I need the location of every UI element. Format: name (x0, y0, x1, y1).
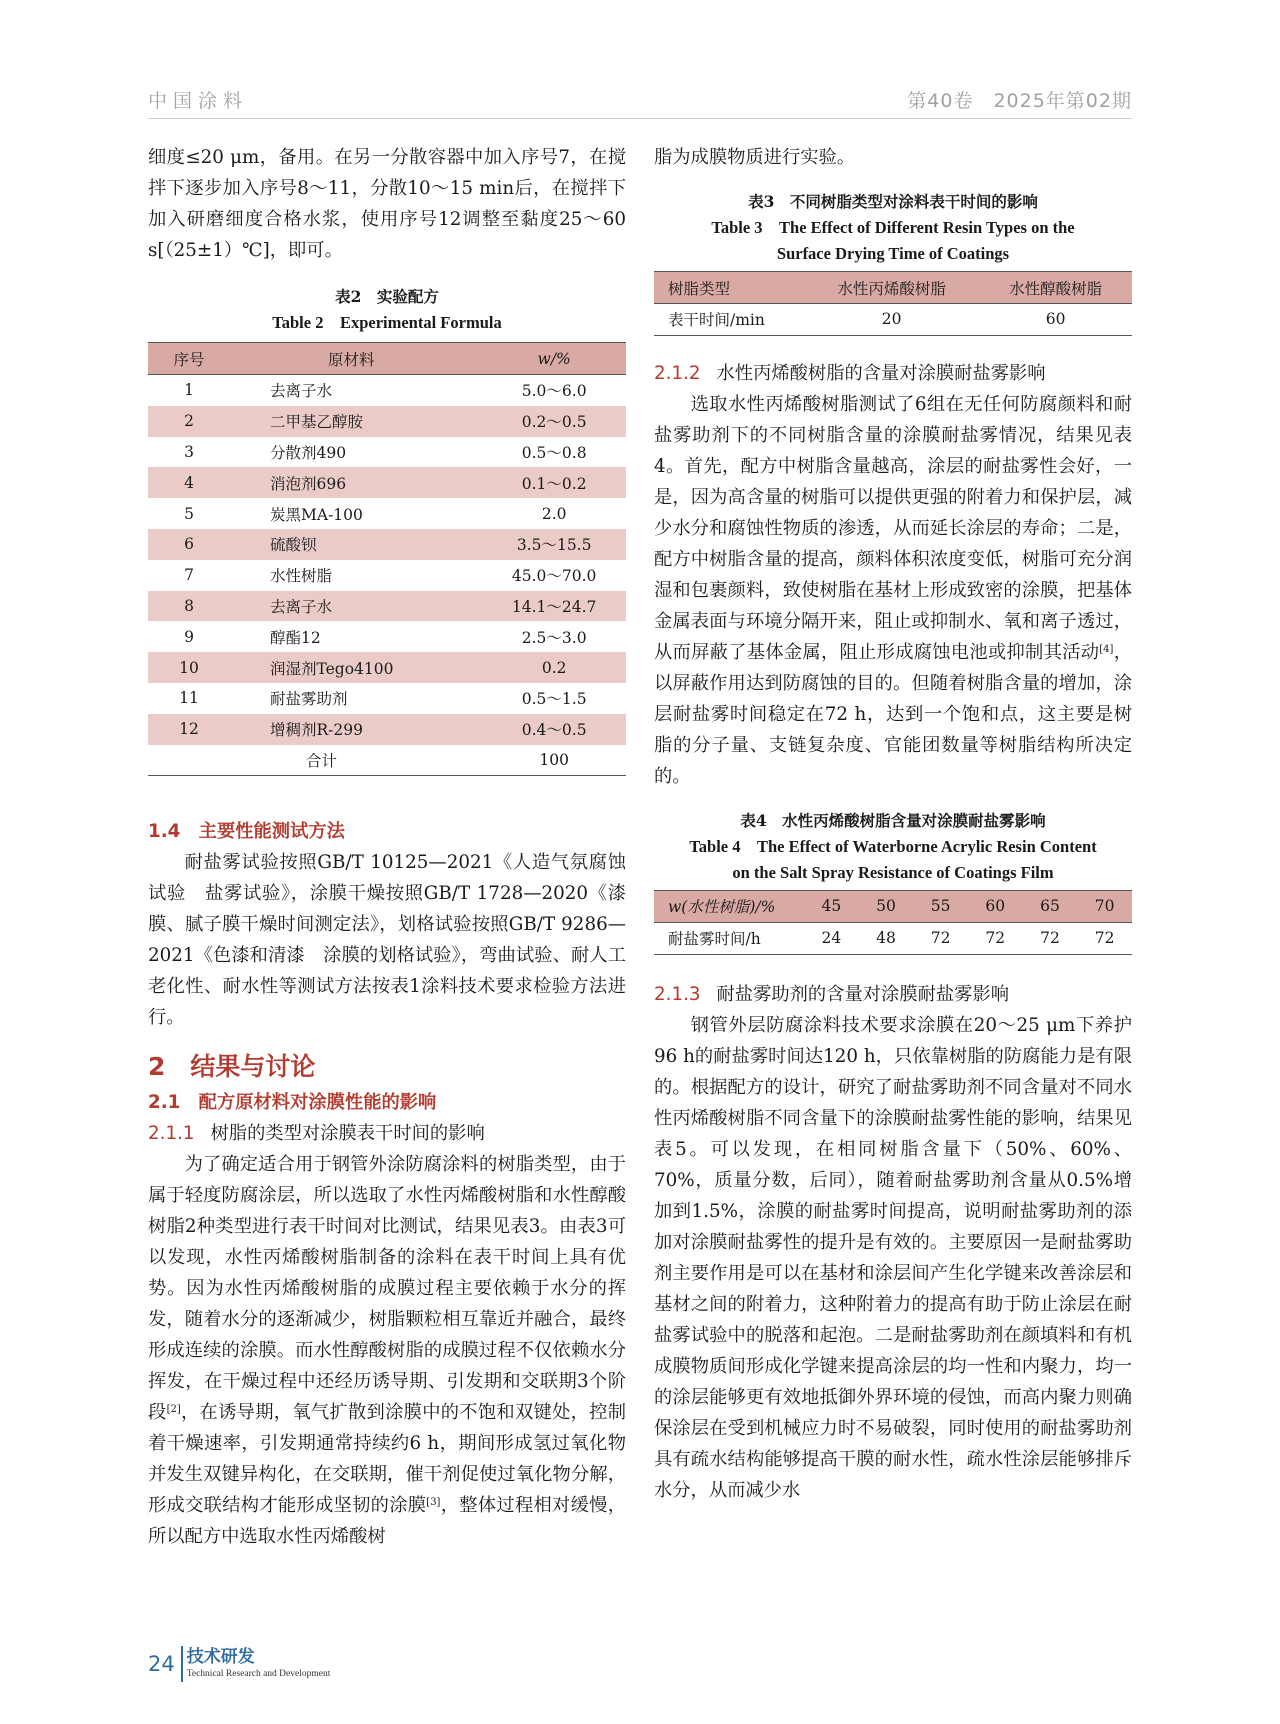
row-label: 表干时间/min (654, 304, 804, 336)
table-row (148, 621, 626, 652)
section-2-1-1-title: 树脂的类型对涂膜表干时间的影响 (210, 1123, 485, 1145)
intro-paragraph: 细度≤20 μm，备用。在另一分散容器中加入序号7，在搅拌下逐步加入序号8～11，分散10～15 min后，在搅拌下加入研磨细度合格水浆，使用序号12调整至黏度25～60 s[（25±1）℃]，即可。 (148, 147, 626, 261)
page-footer (148, 1644, 330, 1684)
table-row (148, 652, 626, 683)
table4-caption-en-2: on the Salt Spray Resistance of Coatings Film (732, 862, 1054, 882)
row-value: 72 (913, 922, 968, 954)
row-w: 0.5～1.5 (521, 690, 587, 709)
section-2-title: 2 结果与讨论 (148, 1052, 316, 1082)
row-value: 48 (859, 922, 914, 954)
table-row (148, 529, 626, 560)
paragraph-text: 为了确定适合用于钢管外涂防腐涂料的树脂类型，由于属于轻度防腐涂层，所以选取了水性丙烯酸树脂和水性醇酸树脂2种类型进行表干时间对比测试，结果见表3。由表3可以发现，水性丙烯酸树脂制备的涂料在表干时间上具有优势。因为水性丙烯酸树脂的成膜过程主要依赖于水分的挥发，随着水分的逐渐减少，树脂颗粒相互靠近并融合，最终形成连续的涂膜。而水性醇酸树脂的成膜过程不仅依赖水分挥发，在干燥过程中还经历诱导期、引发期和交联期3个阶段 (148, 1154, 626, 1424)
table-row (148, 498, 626, 529)
table-row (148, 375, 626, 406)
footer-section (187, 1647, 331, 1681)
row-material: 去离子水 (270, 382, 333, 401)
row-no: 1 (184, 381, 194, 400)
table4-header: 65 (1023, 890, 1078, 922)
table-row (654, 304, 1132, 336)
table3-header: 水性醇酸树脂 (979, 272, 1132, 304)
row-w: 0.2 (482, 652, 626, 683)
row-material: 消泡剂696 (230, 467, 482, 498)
table-row (148, 591, 626, 622)
total-value: 100 (482, 745, 626, 776)
issue-info: 第40卷 2025年第02期 (907, 90, 1132, 112)
table-row (148, 683, 626, 714)
citation-4: [4] (1099, 643, 1114, 655)
table4-header: 50 (859, 890, 914, 922)
table-total-row (148, 745, 626, 776)
table-row (148, 406, 626, 437)
table4-header-label: w(水性树脂)/% (654, 890, 804, 922)
row-w: 0.4～0.5 (482, 714, 626, 745)
paragraph-text: ，整体过程相对缓慢，所以配方中选取水性丙烯酸树 (148, 1495, 626, 1548)
header-rule (148, 118, 1132, 119)
total-label: 合计 (230, 745, 482, 776)
section-number: 2.1.1 (148, 1123, 195, 1145)
table-row (148, 437, 626, 468)
row-w: 0.2～0.5 (482, 406, 626, 437)
table4-caption-cn: 表4 水性丙烯酸树脂含量对涂膜耐盐雾影响 (740, 810, 1046, 830)
section-1-4-paragraph: 耐盐雾试验按照GB/T 10125—2021《人造气氛腐蚀试验 盐雾试验》，涂膜干燥按照GB/T 1728—2020《漆膜、腻子膜干燥时间测定法》，划格试验按照GB/T 9286—2021《色漆和清漆 涂膜的划格试验》，弯曲试验、耐人工老化性、耐水性等测试方法按表1涂料技术要求检验方法进行。 (148, 852, 626, 1029)
row-no: 5 (184, 504, 194, 523)
row-w: 0.5～0.8 (521, 443, 587, 462)
table4-header: 60 (968, 890, 1023, 922)
table4-header: 45 (804, 890, 859, 922)
paragraph-text: ，在诱导期，氧气扩散到涂膜中的不饱和双键处，控制着干燥速率，引发期通常持续约6 h，期间形成氢过氧化物并发生双键异构化，在交联期，催干剂促使过氧化物分解，形成交联结构才能形成坚韧的涂膜 (148, 1402, 627, 1517)
row-value: 72 (1023, 922, 1078, 954)
table4-resin-content (654, 890, 1132, 955)
row-w: 2.5～3.0 (521, 628, 587, 647)
citation-3: [3] (426, 1497, 441, 1509)
section-2-1-1-heading (148, 1118, 626, 1149)
row-no: 12 (148, 714, 230, 745)
row-material: 耐盐雾助剂 (270, 690, 348, 709)
table4-caption-en: Table 4 The Effect of Waterborne Acrylic Resin Content (689, 836, 1097, 856)
row-no: 4 (148, 467, 230, 498)
left-column (148, 142, 626, 1552)
row-no: 10 (148, 652, 230, 683)
row-no: 7 (184, 566, 194, 585)
citation-2: [2] (166, 1404, 181, 1416)
section-2-1-3-title: 耐盐雾助剂的含量对涂膜耐盐雾影响 (716, 983, 1010, 1005)
footer-section-cn: 技术研发 (186, 1647, 255, 1667)
footer-divider (181, 1646, 183, 1682)
table2-header-material: 原材料 (230, 343, 482, 375)
section-2-1-1-paragraph (148, 1149, 626, 1552)
row-material: 增稠剂R-299 (230, 714, 482, 745)
section-number: 2.1.2 (654, 362, 701, 384)
row-material: 二甲基乙醇胺 (230, 406, 482, 437)
section-2-1-title: 2.1 配方原材料对涂膜性能的影响 (148, 1092, 437, 1114)
section-2-1-2-title: 水性丙烯酸树脂的含量对涂膜耐盐雾影响 (716, 362, 1046, 384)
section-number: 2.1.3 (654, 983, 701, 1005)
row-material: 去离子水 (230, 591, 482, 622)
row-no: 11 (179, 689, 199, 708)
table2-caption-cn: 表2 实验配方 (335, 287, 439, 306)
row-w: 14.1～24.7 (482, 591, 626, 622)
row-material: 炭黑MA-100 (270, 505, 363, 524)
row-w: 5.0～6.0 (521, 382, 587, 401)
row-value: 20 (804, 304, 979, 336)
section-2-1-3-heading (654, 979, 1132, 1010)
table3-caption-cn: 表3 不同树脂类型对涂料表干时间的影响 (748, 192, 1038, 211)
table2-formula (148, 342, 626, 776)
table-row (148, 560, 626, 591)
section-2-1-2-heading (654, 358, 1132, 389)
table2-header-no: 序号 (148, 343, 230, 375)
row-w: 45.0～70.0 (511, 567, 597, 586)
table3-caption-en-2: Surface Drying Time of Coatings (776, 244, 1010, 263)
section-1-4-title: 1.4 主要性能测试方法 (148, 821, 345, 843)
right-column (654, 142, 1132, 1506)
table2-caption-en: Table 2 Experimental Formula (272, 313, 502, 332)
paragraph-text: ，以屏蔽作用达到防腐蚀的目的。但随着树脂含量的增加，涂层耐盐雾时间稳定在72 h，达到一个饱和点，这主要是树脂的分子量、支链复杂度、官能团数量等树脂结构所决定的。 (654, 641, 1133, 787)
table3-header: 树脂类型 (654, 272, 804, 304)
table-row (148, 714, 626, 745)
section-2-1-3-paragraph: 钢管外层防腐涂料技术要求涂膜在20～25 μm下养护96 h的耐盐雾时间达120 h，只依靠树脂的防腐能力是有限的。根据配方的设计，研究了耐盐雾助剂不同含量对不同水性丙烯酸树脂不同含量下的涂膜耐盐雾性能的影响，结果见表5。可以发现，在相同树脂含量下（50%、60%、70%，质量分数，后同），随着耐盐雾助剂含量从0.5%增加到1.5%，涂膜的耐盐雾时间提高，说明耐盐雾助剂的添加对涂膜耐盐雾性的提升是有效的。主要原因一是耐盐雾助剂主要作用是可以在基材和涂层间产生化学键来改善涂层和基材之间的附着力，这种附着力的提高有助于防止涂层在耐盐雾试验中的脱落和起泡。二是耐盐雾助剂在颜填料和有机成膜物质间形成化学键来提高涂层的均一性和内聚力，均一的涂层能够更有效地抵御外界环境的侵蚀，而高内聚力则确保涂层在受到机械应力时不易破裂，同时使用的耐盐雾助剂具有疏水结构能够提高干膜的耐水性，疏水性涂层能够排斥水分，从而减少水 (654, 1014, 1132, 1501)
table4-header: 70 (1077, 890, 1132, 922)
table4-header: 55 (913, 890, 968, 922)
table2-header-w: w/% (482, 343, 626, 375)
row-no: 9 (184, 627, 194, 646)
row-w: 2.0 (541, 504, 567, 523)
table-row (148, 467, 626, 498)
row-material: 硫酸钡 (230, 529, 482, 560)
row-no: 8 (148, 591, 230, 622)
section-2-1-2-paragraph (654, 389, 1132, 792)
footer-section-en: Technical Research and Development (186, 1669, 331, 1679)
row-material: 润湿剂Tego4100 (230, 652, 482, 683)
row-material: 水性树脂 (270, 567, 333, 586)
row-label: 耐盐雾时间/h (654, 922, 804, 954)
row-material: 醇酯12 (270, 628, 321, 647)
table3-caption-en: Table 3 The Effect of Different Resin Types on the (711, 218, 1075, 237)
journal-name: 中国涂料 (148, 90, 249, 112)
table3-resin-types (654, 271, 1132, 336)
row-value: 24 (804, 922, 859, 954)
row-no: 2 (148, 406, 230, 437)
table-row (654, 922, 1132, 954)
row-value: 60 (979, 304, 1132, 336)
paragraph-text: 选取水性丙烯酸树脂测试了6组在无任何防腐颜料和耐盐雾助剂下的不同树脂含量的涂膜耐盐雾情况，结果见表4。首先，配方中树脂含量越高，涂层的耐盐雾性会好，一是，因为高含量的树脂可以提供更强的附着力和保护层，减少水分和腐蚀性物质的渗透，从而延长涂层的寿命；二是，配方中树脂含量的提高，颜料体积浓度变低，树脂可充分润湿和包裹颜料，致使树脂在基材上形成致密的涂膜，把基体金属表面与环境分隔开来，阻止或抑制水、氧和离子透过，从而屏蔽了基体金属，阻止形成腐蚀电池或抑制其活动 (654, 393, 1132, 663)
table3-header: 水性丙烯酸树脂 (804, 272, 979, 304)
continued-paragraph: 脂为成膜物质进行实验。 (654, 147, 856, 168)
row-w: 0.1～0.2 (482, 467, 626, 498)
row-no: 3 (184, 442, 194, 461)
row-no: 6 (148, 529, 230, 560)
row-value: 72 (1077, 922, 1132, 954)
row-value: 72 (968, 922, 1023, 954)
row-material: 分散剂490 (270, 443, 347, 462)
row-w: 3.5～15.5 (482, 529, 626, 560)
page-number: 24 (148, 1652, 175, 1676)
